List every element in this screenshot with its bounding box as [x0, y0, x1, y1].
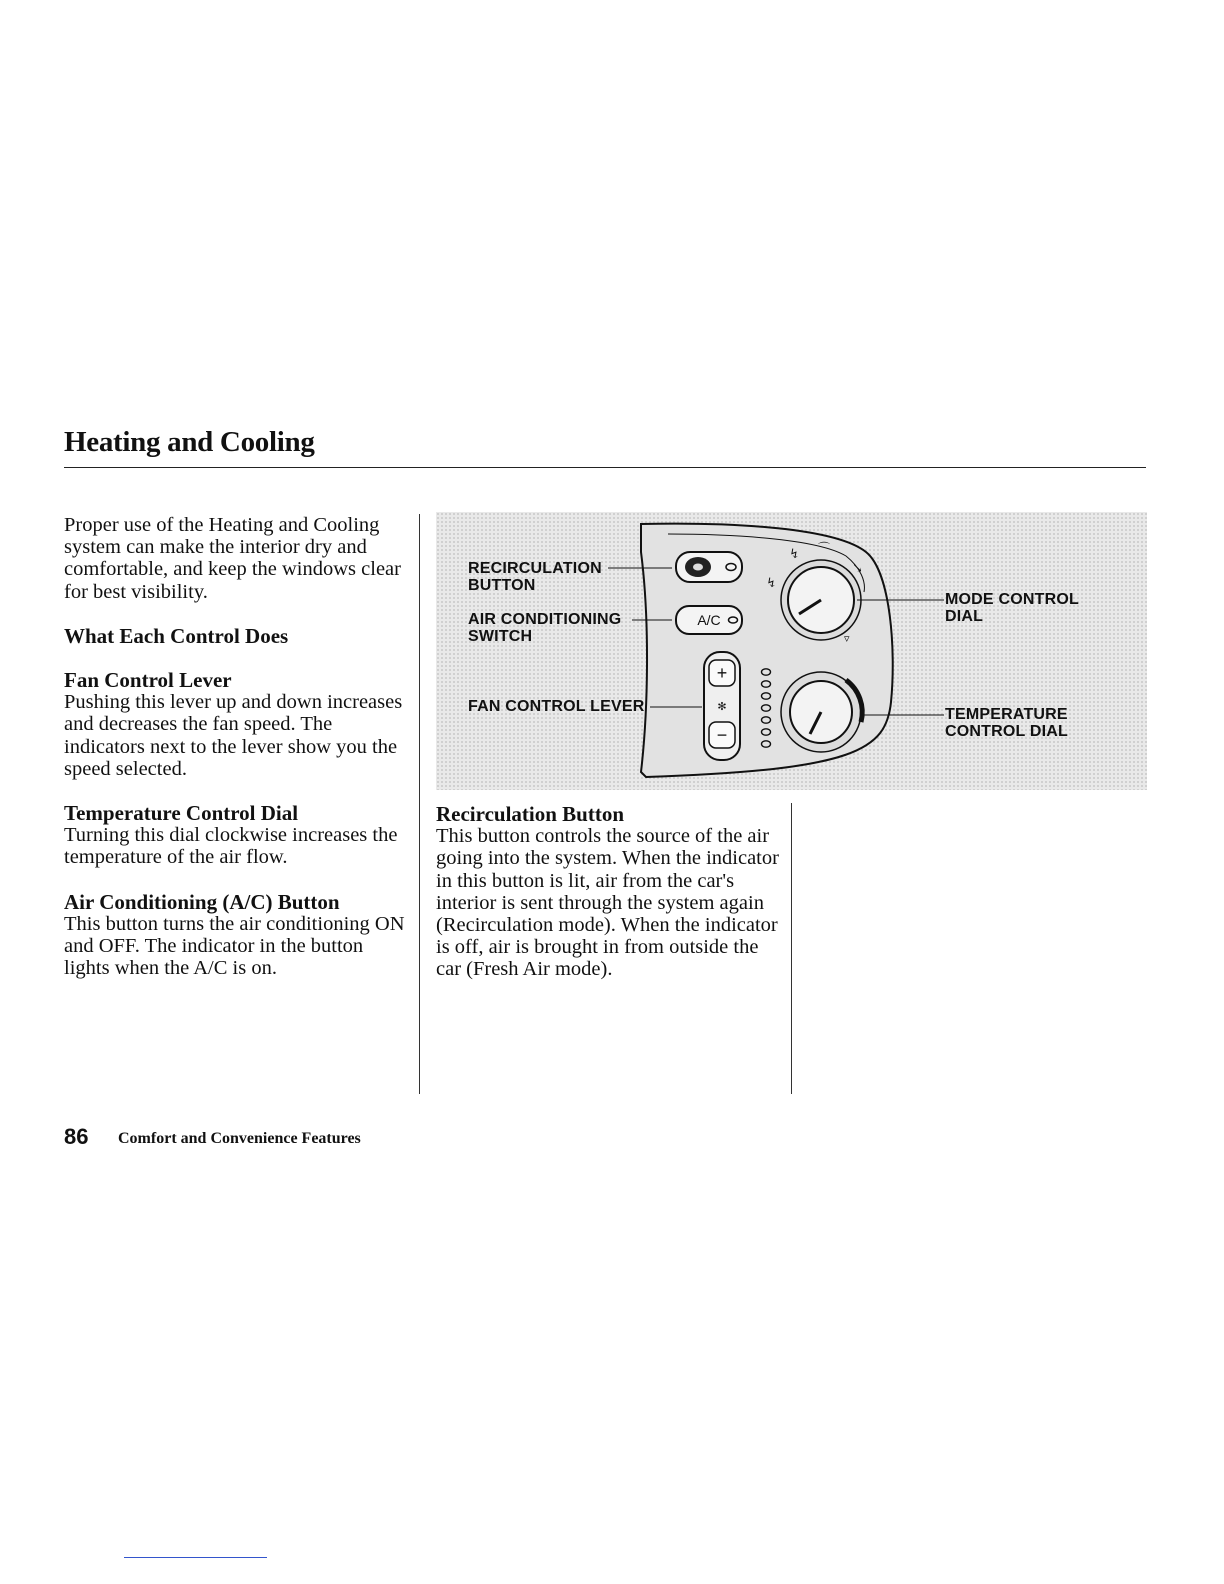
svg-text:↯: ↯ — [789, 546, 800, 561]
fan-control-lever-callout: FAN CONTROL LEVER — [468, 698, 645, 715]
ac-button-label: A/C — [697, 612, 721, 628]
left-column — [64, 514, 409, 979]
page-footer — [64, 1124, 361, 1150]
fan-minus-symbol: − — [716, 725, 728, 745]
svg-text:✻: ✻ — [717, 701, 727, 713]
temperature-control-dial-callout: TEMPERATURE CONTROL DIAL — [945, 706, 1068, 740]
svg-text:↘: ↘ — [852, 560, 863, 575]
bottom-link-rule — [124, 1557, 267, 1558]
svg-text:↯: ↯ — [766, 575, 777, 590]
column-divider-left — [419, 514, 420, 1094]
recirculation-button-callout: RECIRCULATION BUTTON — [468, 560, 602, 594]
fan-plus-symbol: + — [716, 663, 728, 683]
column-divider-right — [791, 803, 792, 1094]
ac-button-text: This button turns the air conditioning ON and OFF. The indicator in the button lights when the A/C is on. — [64, 912, 405, 980]
temperature-control-heading: Temperature Control Dial — [64, 801, 299, 826]
title-divider — [64, 467, 1146, 468]
ac-button-heading: Air Conditioning (A/C) Button — [64, 889, 340, 914]
page-title: Heating and Cooling — [64, 426, 315, 458]
mode-control-dial-callout: MODE CONTROL DIAL — [945, 591, 1079, 625]
climate-panel-drawing — [436, 512, 1147, 790]
recirculation-button — [676, 552, 742, 582]
ac-button — [676, 606, 742, 634]
fan-control-heading: Fan Control Lever — [64, 668, 232, 693]
what-each-control-heading: What Each Control Does — [64, 623, 289, 648]
temperature-control-dial — [781, 672, 862, 752]
fan-control-lever — [704, 652, 740, 760]
page-number: 86 — [64, 1124, 89, 1149]
recirculation-button-text: This button controls the source of the air going into the system. When the indicator in this button is lit, air from the car's interior is sent through the system again (Recirculation mode). When the indicator is off, air is brought in from outside the car (Fresh Air mode). — [436, 825, 779, 981]
temperature-control-text: Turning this dial clockwise increases the temperature of the air flow. — [64, 824, 398, 869]
footer-section-title: Comfort and Convenience Features — [118, 1130, 361, 1147]
svg-text:▿: ▿ — [844, 633, 850, 645]
svg-text:⌒: ⌒ — [818, 541, 831, 555]
climate-control-diagram — [436, 512, 1147, 790]
intro-paragraph: Proper use of the Heating and Cooling system can make the interior dry and comfortable, and keep the windows clear for best visibility. — [64, 514, 401, 603]
middle-column — [436, 803, 784, 981]
recirculation-button-heading: Recirculation Button — [436, 802, 625, 826]
fan-control-text: Pushing this lever up and down increases and decreases the fan speed. The indicators next to the lever show you the speed selected. — [64, 691, 403, 780]
ac-switch-callout: AIR CONDITIONING SWITCH — [468, 611, 622, 645]
